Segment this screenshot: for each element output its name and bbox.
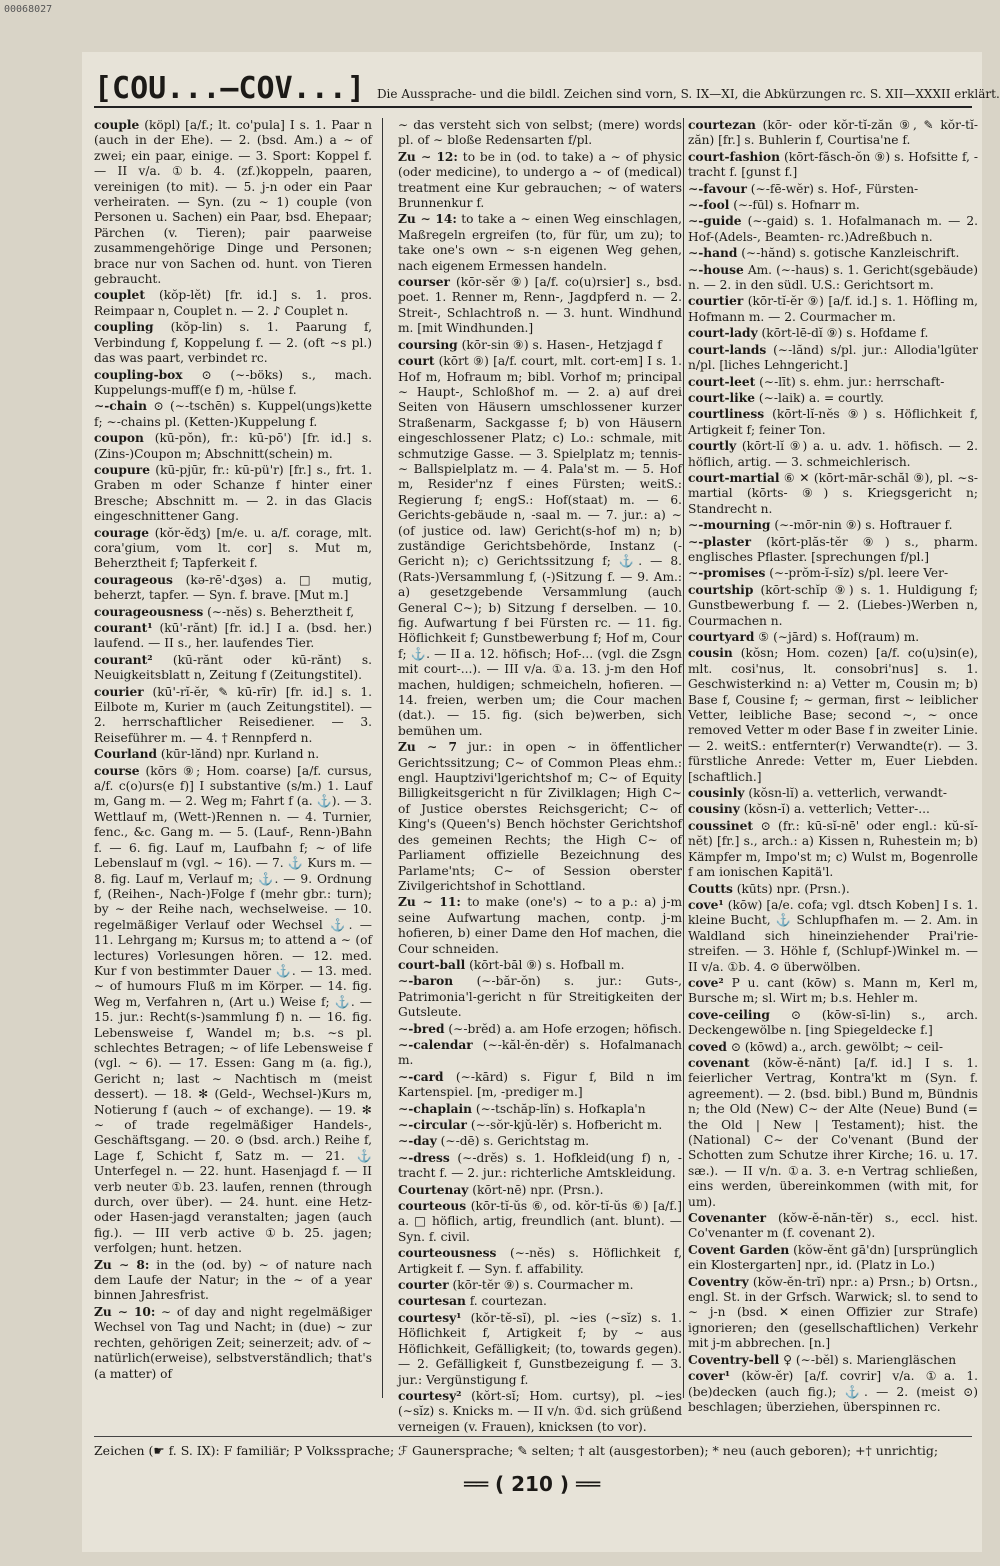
- entry-headword: ∼-bred: [398, 1021, 445, 1036]
- entry-headword: Zu ∼ 14:: [398, 212, 457, 227]
- entry-definition: in the (od. by) ∼ of nature nach dem Laufe der Natur; in the ∼ of a year binnen Jahresfrist.: [94, 1257, 373, 1303]
- entry-headword: Coutts: [688, 881, 733, 896]
- page-number-right-ornament: ) ══: [552, 1472, 601, 1496]
- dictionary-entry: [398, 1134, 682, 1149]
- dictionary-entry: [688, 471, 978, 517]
- entry-definition: (∼-kăl-ĕn-dĕr) s. Hofalmanach m.: [398, 1037, 682, 1068]
- dictionary-entry: [398, 354, 682, 739]
- entry-headword: courtesy²: [398, 1388, 462, 1403]
- entry-headword: coussinet: [688, 818, 754, 833]
- page-number-value: 210: [511, 1472, 553, 1496]
- entry-definition: ∼ das versteht sich von selbst; (mere) words pl. of ∼ bloße Redensarten f/pl.: [398, 118, 682, 148]
- entry-definition: (kŏr-ĕdʒ) [m/e. u. a/f. corage, mlt. cora'gium, vom lt. cor] s. Mut m, Beherztheit f; Tapferkeit f.: [94, 525, 372, 571]
- dictionary-entry: [688, 630, 978, 645]
- entry-definition: to be in (od. to take) a ∼ of physic (oder medicine), to undergo a ∼ of (medical) treatment eine Kur gebrauchen; ∼ of waters Brunnenkur f.: [398, 149, 682, 211]
- entry-headword: covenant: [688, 1055, 750, 1070]
- entry-definition: ⑤ (∼jārd) s. Hof(raum) m.: [758, 630, 920, 644]
- dictionary-entry: [398, 1278, 682, 1293]
- entry-definition: (kŏp-lĕt) [fr. id.] s. 1. pros. Reimpaar n, Couplet n. — 2. ♪ Couplet n.: [94, 288, 372, 318]
- entry-headword: cousinly: [688, 786, 745, 801]
- entry-headword: courage: [94, 525, 150, 540]
- entry-definition: (kŏw-ĕ-năn-tĕr) s., eccl. hist. Co'venanter m (f. covenant 2).: [688, 1211, 978, 1241]
- entry-headword: courageous: [94, 572, 173, 587]
- entry-headword: courtezan: [688, 118, 756, 132]
- entry-definition: (kū-pŏn), fr.: kū-pō') [fr. id.] s. (Zins-)Coupon m; Abschnitt(schein) m.: [94, 431, 372, 461]
- entry-definition: (kōr-tĭ-ĕr ⑨) [a/f. id.] s. 1. Höfling m, Hofmann m. — 2. Courmacher m.: [688, 294, 978, 324]
- dictionary-entry: [688, 118, 978, 149]
- dictionary-entry: [94, 605, 372, 620]
- entry-definition: (kŏr-tĕ-sĭ), pl. ∼ies (∼sĭz) s. 1. Höflichkeit f, Artigkeit f; by ∼ aus Höflichkeit, Gefälligkeit; (to, towards gegen). — 2. Gefälligkeit f, Gunstbezeigung f. — 3. jur.: Vergünstigung f.: [398, 1310, 682, 1387]
- entry-definition: (∼-gaid) s. 1. Hofalmanach m. — 2. Hof-(Adels-, Beamten- rc.)Adreßbuch n.: [688, 214, 979, 244]
- dictionary-entry: [398, 740, 682, 894]
- entry-definition: (kū-pjūr, fr.: kū-pü'r) [fr.] s., frt. 1. Graben m oder Schanze f hinter einer Bresche; Abschnitt m. — 2. in das Glacis eingeschnittener Gang.: [94, 462, 373, 524]
- entry-definition: (kūr-lănd) npr. Kurland n.: [160, 747, 320, 762]
- entry-headword: Covenanter: [688, 1211, 767, 1226]
- entry-definition: (∼-fē-wĕr) s. Hof-, Fürsten-: [750, 181, 919, 196]
- dictionary-entry: [398, 212, 682, 274]
- entry-headword: court-fashion: [688, 149, 781, 164]
- dictionary-entry: [688, 198, 978, 213]
- entry-headword: coupling-box: [94, 367, 183, 382]
- dictionary-entry: [688, 150, 978, 181]
- dictionary-entry: [398, 338, 682, 353]
- entry-headword: Coventry-bell: [688, 1352, 780, 1367]
- dictionary-entry: [398, 1118, 682, 1133]
- column-3: [688, 118, 978, 1418]
- entry-headword: cover¹: [688, 1369, 731, 1384]
- entry-headword: couple: [94, 118, 140, 132]
- dictionary-entry: [94, 747, 372, 762]
- dictionary-entry: [398, 1246, 682, 1277]
- entry-definition: (kū-rănt oder kū-rănt) s. Neuigkeitsblatt n, Zeitung f (Zeitungstitel).: [94, 652, 372, 683]
- entry-headword: ∼-chain: [94, 399, 147, 414]
- entry-definition: (kŏp-lin) s. 1. Paarung f, Verbindung f, Koppelung f. — 2. (oft ∼s pl.) das was paart, verbindet rc.: [94, 320, 373, 366]
- dictionary-entry: [688, 439, 978, 470]
- entry-headword: courter: [398, 1278, 449, 1293]
- entry-headword: ∼-guide: [688, 214, 742, 229]
- dictionary-entry: [398, 150, 682, 212]
- entry-definition: (kū'-rĭ-ĕr, ✎ kū-rīr) [fr. id.] s. 1. Eilbote m, Kurier m (auch Zeitungstitel). — 2. herrschaftlicher Reisediener. — 3. Reiseführer m. — 4. † Rennpferd n.: [94, 684, 372, 745]
- dictionary-entry: [398, 1183, 682, 1198]
- entry-definition: (∼-hănd) s. gotische Kanzleischrift.: [741, 246, 960, 261]
- entry-headword: coursing: [398, 337, 458, 352]
- entry-definition: ⊙ (kōw-sī-lin) s., arch. Deckengewölbe n. [ing Spiegeldecke f.]: [688, 1007, 978, 1038]
- column-2: [398, 118, 683, 1434]
- entry-headword: cove¹: [688, 897, 724, 912]
- entry-definition: f. courtezan.: [469, 1294, 547, 1309]
- entry-definition: ⊙ (∼-tschēn) s. Kuppel(ungs)kette f; ∼-chains pl. (Ketten-)Kuppelung f.: [94, 399, 373, 429]
- entry-headword: courant¹: [94, 621, 153, 635]
- dictionary-entry: [688, 1056, 978, 1210]
- dictionary-entry: [94, 399, 372, 430]
- entry-headword: court-lady: [688, 326, 758, 341]
- dictionary-entry: [398, 1102, 682, 1117]
- entry-definition: ⊙ (∼-böks) s., mach. Kuppelungs-muff(e f) m, -hülse f.: [94, 367, 373, 397]
- entry-headword: ∼-card: [398, 1069, 444, 1084]
- dictionary-entry: [688, 566, 978, 581]
- dictionary-entry: [688, 802, 978, 817]
- entry-definition: (kŏw-ĕnt gā'dn) [ursprünglich ein Klostergarten] npr., id. (Platz in Lo.): [688, 1242, 979, 1273]
- entry-headword: ∼-chaplain: [398, 1101, 472, 1116]
- entry-headword: Zu ∼ 12:: [398, 149, 458, 164]
- dictionary-entry: [94, 621, 372, 652]
- entry-definition: (kōr-sin ⑨) s. Hasen-, Hetzjagd f: [461, 337, 662, 352]
- entry-headword: courtesy¹: [398, 1310, 462, 1325]
- entry-headword: court-ball: [398, 957, 466, 972]
- dictionary-entry: [688, 1008, 978, 1039]
- entry-definition: (kōrs ⑨; Hom. coarse) [a/f. cursus, a/f. c(o)urs(e f)] I substantive (s/m.) 1. Lauf m, Gang m. — 2. Weg m; Fahrt f (a. ⚓). — 3. Wettlauf m, (Wett-)Rennen n. — 4. Turnier, fenc., &c. Gang m. — 5. (Lauf-, Renn-)Bahn f. — 6. fig. Lauf m, Laufbahn f; ∼ of life Lebenslauf m (vgl. ∼ 16). — 7. ⚓ Kurs m. — 8. fig. Lauf m, Verlauf m; ⚓. — 9. Ordnung f, (Reihen-, Nach-)Folge f (mehr gbr.: turn); by ∼ der Reihe nach, wechselweise. — 10. regelmäßiger Verlauf oder Wechsel ⚓. — 11. Lehrgang m; Kursus m; to attend a ∼ (of lectures) Vorlesungen hören. — 12. med. Kur f von bestimmter Dauer ⚓. — 13. med. ∼ of humours Fluß m im Körper. — 14. fig. Weg m, Verfahren n, (Art u.) Weise f; ⚓. — 15. jur.: Recht(s-)sammlung f) n. — 16. fig. Lebensweise f, Wandel m; b.s. ∼s pl. schlechtes Betragen; ∼ of life Lebensweise f (vgl. ∼ 6). — 17. Essen: Gang m (a. fig.), Gericht n; last ∼ Nachtisch m (meist dessert). — 18. ✻ (Geld-, Wechsel-)Kurs m, Notierung f (auch ∼ of exchange). — 19. ✻ ∼ of trade regelmäßiger Handels-, Geschäftsgang. — 20. ⊙ (bsd. arch.) Reihe f, Lage f, Schicht f, Satz m. — 21. ⚓ Unterfegel n. — 22. hunt. Hasenjagd f. — II verb neuter ①b. 23. laufen, rennen (through durch, over über). — 24. hunt. eine Hetz- oder Hasen-jagd veranstalten; jagen (auch fig.). — III verb active ①b. 25. jagen; verfolgen; hunt. hetzen.: [94, 763, 372, 1256]
- entry-headword: Zu ∼ 7: [398, 740, 458, 755]
- entry-definition: (kūts) npr. (Prsn.).: [736, 881, 850, 896]
- entry-headword: court-martial: [688, 470, 780, 485]
- dictionary-page: [82, 52, 1000, 1552]
- dictionary-entry: [398, 1199, 682, 1245]
- entry-headword: ∼-dress: [398, 1150, 450, 1165]
- dictionary-entry: [688, 263, 978, 294]
- entry-definition: ⊙ (kōwd) a., arch. gewölbt; ∼ ceil-: [730, 1039, 944, 1054]
- entry-definition: (kŏrt-sĭ; Hom. curtsy), pl. ∼ies (∼sĭz) s. Knicks m. — II v/n. ①d. sich grüßend verneigen (v. Frauen), knicksen (to vor).: [398, 1388, 682, 1434]
- entry-range: [COU...—COV...]: [94, 71, 365, 106]
- dictionary-entry: [688, 882, 978, 897]
- entry-definition: (kōrt-lĭ ⑨) a. u. adv. 1. höfisch. — 2. höflich, artig. — 3. schmeichlerisch.: [688, 439, 979, 469]
- entry-headword: courtly: [688, 439, 737, 454]
- dictionary-entry: [94, 368, 372, 399]
- entry-headword: Coventry: [688, 1274, 749, 1289]
- dictionary-entry: [398, 974, 682, 1020]
- dictionary-entry: [94, 118, 372, 287]
- dictionary-entry: [94, 1258, 372, 1304]
- entry-headword: ∼-favour: [688, 181, 747, 196]
- dictionary-entry: [398, 1311, 682, 1388]
- entry-headword: ∼-day: [398, 1134, 437, 1149]
- entry-headword: courteousness: [398, 1246, 497, 1261]
- entry-definition: (kū'-rănt) [fr. id.] I a. (bsd. her.) laufend. — II s., her. laufendes Tier.: [94, 621, 373, 651]
- dictionary-entry: [688, 182, 978, 197]
- dictionary-entry: [94, 526, 372, 572]
- entry-headword: Courland: [94, 747, 158, 762]
- entry-definition: jur.: in open ∼ in öffentlicher Gerichtssitzung; C∼ of Common Pleas ehm.: engl. Hauptzivi'lgerichtshof m; C∼ of Equity Billigkeitsgericht n für Zivilklagen; High C∼ of Justice oberstes Reichsgericht; C∼ of King's (Queen's) Bench höchster Gerichtshof des gemeinen Rechts; the High C∼ of Parliament offizielle Bezeichnung des Parlame'nts; C∼ of Session oberster Zivilgerichtshof in Schottland.: [398, 740, 683, 893]
- dictionary-entry: [688, 1211, 978, 1242]
- dictionary-entry: [688, 391, 978, 406]
- entry-definition: (kŏw-ĕr) [a/f. covrir] v/a. ①a. 1. (be)decken (auch fig.); ⚓. — 2. (meist ⊙) beschlagen; überziehen, überspinnen rc.: [688, 1369, 978, 1414]
- entry-headword: cousiny: [688, 802, 740, 817]
- entry-headword: Zu ∼ 8:: [94, 1257, 150, 1272]
- entry-definition: (kōrt-lē-dĭ ⑨) s. Hofdame f.: [761, 326, 929, 341]
- dictionary-entry: [688, 1040, 978, 1055]
- dictionary-entry: [688, 214, 978, 245]
- dictionary-entry: [398, 275, 682, 337]
- entry-definition: ⊙ (fr.: kū-sĭ-nē' oder engl.: kŭ-sĭ-nĕt) [fr.] s., arch.: a) Kissen n, Ruhestein m; b) Kämpfer m, Impo'st m; c) Wulst m, Bogenrolle f am ionischen Kapitä'l.: [688, 818, 979, 880]
- entry-definition: (∼-nĕs) s. Höflichkeit f, Artigkeit f. — Syn. f. affability.: [398, 1246, 682, 1276]
- dictionary-entry: [398, 1294, 682, 1309]
- dictionary-entry: [398, 1151, 682, 1182]
- dictionary-entry: [688, 518, 978, 533]
- dictionary-entry: [688, 343, 978, 374]
- dictionary-entry: [398, 895, 682, 957]
- entry-definition: Am. (∼-haus) s. 1. Gericht(sgebäude) n. — 2. in den südl. U.S.: Gerichtsort m.: [688, 262, 979, 293]
- page-number-left-ornament: ══ (: [463, 1472, 512, 1496]
- entry-definition: (kōrt-făsch-ŏn ⑨) s. Hofsitte f, -tracht f. [gunst f.]: [688, 149, 979, 180]
- dictionary-entry: [688, 535, 978, 566]
- dictionary-entry: [94, 288, 372, 319]
- entry-definition: (kŏw-ĕn-trĭ) npr.: a) Prsn.; b) Ortsn., engl. St. in der Grfsch. Warwick; sl. to send to ∼ j-n (bsd. ✕ einen Offizier zur Strafe) ignorieren; den (gesellschaftlichen) Verkehr mit j-m abbrechen. [n.]: [688, 1274, 979, 1351]
- entry-definition: (∼-drĕs) s. 1. Hofkleid(ung f) n, -tracht f. — 2. jur.: richterliche Amtskleidung.: [398, 1150, 683, 1181]
- entry-definition: (∼-prŏm-ĭ-sĭz) s/pl. leere Ver-: [769, 566, 949, 581]
- entry-definition: (kōr-tĭ-ŭs ⑥, od. kŏr-tĭ-ŭs ⑥) [a/f.] a. □ höflich, artig, freundlich (ant. blunt). — Syn. f. civil.: [398, 1199, 682, 1244]
- page-number: [82, 1472, 982, 1496]
- dictionary-entry: [94, 1305, 372, 1382]
- entry-definition: (kōrt-nē) npr. (Prsn.).: [472, 1182, 604, 1197]
- entry-definition: (∼-kārd) s. Figur f, Bild n im Kartenspiel. [m, -prediger m.]: [398, 1069, 682, 1100]
- dictionary-entry: [94, 764, 372, 1257]
- dictionary-entry: [398, 1022, 682, 1037]
- dictionary-entry: [688, 294, 978, 325]
- entry-headword: ∼-circular: [398, 1118, 467, 1132]
- dictionary-entry: [94, 653, 372, 684]
- entry-headword: court-like: [688, 390, 755, 405]
- entry-definition: ♀ (∼-bĕl) s. Mariengläschen: [783, 1352, 957, 1367]
- dictionary-entry: [94, 573, 372, 604]
- dictionary-entry: [94, 685, 372, 747]
- entry-headword: Courtenay: [398, 1182, 469, 1197]
- dictionary-entry: [398, 1038, 682, 1069]
- entry-definition: (∼-fūl) s. Hofnarr m.: [733, 198, 860, 213]
- entry-definition: (∼-nĕs) s. Beherztheit f,: [207, 604, 355, 619]
- entry-definition: ⑥ ✕ (kōrt-mār-schăl ⑨), pl. ∼s-martial (kōrts- ⑨) s. Kriegsgericht n; Standrecht n.: [688, 470, 979, 516]
- entry-headword: ∼-mourning: [688, 518, 771, 533]
- entry-definition: (kōrt-lĭ-nĕs ⑨) s. Höflichkeit f, Artigkeit f; feiner Ton.: [688, 407, 978, 437]
- dictionary-entry: [688, 326, 978, 341]
- entry-headword: ∼-plaster: [688, 534, 751, 549]
- entry-definition: ∼ of day and night regelmäßiger Wechsel von Tag und Nacht; in (due) ∼ zur rechten, gehörigen Zeit; seinerzeit; adv. of ∼ natürlich(erweise), selbstverständlich; that's (a matter) of: [94, 1304, 373, 1381]
- entry-headword: course: [94, 763, 140, 778]
- dictionary-entry: [94, 431, 372, 462]
- entry-headword: coupling: [94, 320, 154, 335]
- entry-definition: (kŏsn-ĭ) a. vetterlich; Vetter-...: [743, 802, 930, 817]
- entry-headword: ∼-baron: [398, 974, 454, 989]
- entry-headword: courteous: [398, 1199, 467, 1214]
- entry-headword: ∼-house: [688, 262, 744, 277]
- entry-headword: courtier: [688, 294, 744, 309]
- entry-headword: court-lands: [688, 342, 767, 357]
- entry-definition: (kōrt-plăs-tĕr ⑨) s., pharm. englisches Pflaster. [sprechungen f/pl.]: [688, 534, 979, 564]
- dictionary-entry: [94, 320, 372, 366]
- dictionary-entry: [688, 246, 978, 261]
- column-divider: [683, 118, 684, 1398]
- column-divider: [382, 118, 383, 1398]
- entry-definition: P u. cant (kōw) s. Mann m, Kerl m, Bursche m; sl. Wirt m; b.s. Hehler m.: [688, 975, 978, 1006]
- dictionary-entry: [688, 1243, 978, 1274]
- dictionary-entry: [688, 375, 978, 390]
- dictionary-entry: [688, 976, 978, 1007]
- entry-headword: courtyard: [688, 630, 755, 644]
- entry-definition: (kōr- oder kŏr-tĭ-zăn ⑨, ✎ kŏr-tĭ-zăn) [fr.] s. Buhlerin f, Courtisa'ne f.: [688, 118, 978, 148]
- dictionary-entry: [688, 1275, 978, 1352]
- entry-definition: (kōr-tĕr ⑨) s. Courmacher m.: [452, 1278, 634, 1293]
- scan-id: 00068027: [4, 4, 53, 15]
- entry-headword: ∼-hand: [688, 246, 738, 261]
- dictionary-entry: [688, 786, 978, 801]
- entry-headword: courser: [398, 275, 450, 290]
- entry-definition: (kōrt-schĭp ⑨) s. 1. Huldigung f; Gunstbewerbung f. — 2. (Liebes-)Werben n, Courmachen n.: [688, 582, 979, 628]
- entry-headword: courtesan: [398, 1294, 466, 1309]
- dictionary-entry: [688, 1353, 978, 1368]
- dictionary-entry: [398, 958, 682, 973]
- entry-definition: (∼-sŏr-kjŭ-lĕr) s. Hofbericht m.: [470, 1118, 663, 1132]
- entry-headword: courier: [94, 684, 144, 699]
- dictionary-entry: [398, 1389, 682, 1435]
- entry-headword: Zu ∼ 10:: [94, 1304, 156, 1319]
- entry-headword: cove-ceiling: [688, 1007, 770, 1022]
- entry-definition: (kŏsn; Hom. cozen) [a/f. co(u)sin(e), mlt. cosi'nus, lt. consobri'nus] s. 1. Geschwisterkind n: a) Vetter m, Cousin m; b) Base f, Cousine f; ∼ german, first ∼ leiblicher Vetter, leibliche Base; second ∼, ∼ once removed Vetter m oder Base f in zweiter Linie. — 2. weitS.: entfernter(r) Verwandte(r). — 3. fürstliche Anrede: Vetter m, Euer Liebden. [schaftlich.]: [688, 646, 979, 784]
- dictionary-entry: [688, 898, 978, 975]
- entry-headword: couplet: [94, 288, 145, 303]
- entry-headword: coupure: [94, 462, 150, 477]
- entry-definition: (∼-dē) s. Gerichtstag m.: [440, 1134, 590, 1149]
- entry-headword: Zu ∼ 11:: [398, 895, 461, 910]
- entry-headword: courtship: [688, 582, 754, 597]
- footer-legend: Zeichen (☛ f. S. IX): F familiär; P Volkssprache; ℱ Gaunersprache; ✎ selten; † alt (ausgestorben); * neu (auch geboren); +† unrichtig;: [94, 1436, 972, 1459]
- dictionary-entry: [688, 407, 978, 438]
- entry-headword: coved: [688, 1039, 727, 1054]
- entry-definition: (∼-mōr-nin ⑨) s. Hoftrauer f.: [774, 518, 953, 533]
- entry-definition: (kŏsn-lĭ) a. vetterlich, verwandt-: [748, 786, 947, 801]
- entry-headword: court-leet: [688, 374, 756, 389]
- entry-definition: (∼-lănd) s/pl. jur.: Allodia'lgüter n/pl. [liches Lehngericht.]: [688, 342, 979, 373]
- entry-headword: ∼-calendar: [398, 1037, 473, 1052]
- dictionary-entry: [688, 583, 978, 629]
- entry-headword: Covent Garden: [688, 1242, 790, 1257]
- entry-definition: (kōw) [a/e. cofa; vgl. dtsch Koben] I s. 1. kleine Bucht, ⚓ Schlupfhafen m. — 2. Am. in Waldland sich hineinziehender Prai'rie-streifen. — 3. Höhle f, (Schlupf-)Winkel m. — II v/a. ①b. 4. ⊙ überwölben.: [688, 897, 979, 974]
- entry-headword: courageousness: [94, 604, 204, 619]
- dictionary-entry: [688, 819, 978, 881]
- dictionary-entry: [688, 1369, 978, 1415]
- entry-headword: ∼-fool: [688, 198, 730, 213]
- entry-headword: cove²: [688, 975, 724, 990]
- dictionary-entry: [688, 646, 978, 785]
- dictionary-entry: [398, 1070, 682, 1101]
- entry-definition: (∼-tschăp-lĭn) s. Hofkapla'n: [475, 1101, 646, 1116]
- header-note: Die Aussprache- und die bildl. Zeichen sind vorn, S. IX—XI, die Abkürzungen rc. S. XII—XXXII erklärt.: [376, 87, 1000, 101]
- entry-definition: to make (one's) ∼ to a p.: a) j-m seine Aufwartung machen, contp. j-m hofieren, b) einer Dame den Hof machen, die Cour schneiden.: [398, 895, 683, 956]
- entry-headword: coupon: [94, 431, 144, 446]
- entry-definition: (∼-līt) s. ehm. jur.: herrschaft-: [759, 374, 945, 389]
- entry-definition: (∼-băr-ŏn) s. jur.: Guts-, Patrimonia'l-gericht n für Streitigkeiten der Gutsleute.: [398, 974, 682, 1020]
- entry-definition: (kōr-sĕr ⑨) [a/f. co(u)rsier] s., bsd. poet. 1. Renner m, Renn-, Jagdpferd n. — 2. Streit-, Schlachtroß n. — 3. hunt. Windhund m. [mit Windhunden.]: [398, 275, 683, 336]
- entry-definition: (∼-laik) a. = courtly.: [758, 390, 884, 405]
- entry-headword: courtliness: [688, 407, 765, 422]
- entry-definition: (köpl) [a/f.; lt. co'pula] I s. 1. Paar n (auch in der Ehe). — 2. (bsd. Am.) a ∼ of zwei; ein paar, einige. — 3. Sport: Koppel f. — II v/a. ①b. 4. (zf.)koppeln, paaren, vereinigen (to mit). — 5. j-n oder ein Paar verheiraten. — Syn. (zu ∼ 1) couple (von Personen u. Sachen) ein Paar, bsd. Ehepaar; Pärchen (v. Tieren); pair paarweise zusammengehörige Dinge und Personen; brace nur von Sachen od. hunt. von Tieren gebraucht.: [94, 118, 373, 287]
- page-header: [94, 66, 1000, 108]
- entry-headword: ∼-promises: [688, 566, 766, 581]
- column-1: [94, 118, 372, 1418]
- dictionary-entry: [398, 118, 682, 149]
- entry-definition: (kə-rē'-dʒəs) a. □ mutig, beherzt, tapfer. — Syn. f. brave. [Mut m.]: [94, 572, 372, 603]
- entry-definition: to take a ∼ einen Weg einschlagen, Maßregeln ergreifen (to, für für, um zu); to take one's own ∼ s-n eigenen Weg gehen, nach eigenem Ermessen handeln.: [398, 212, 683, 273]
- entry-headword: courant²: [94, 652, 153, 667]
- entry-headword: cousin: [688, 646, 733, 661]
- entry-definition: (∼-brĕd) a. am Hofe erzogen; höfisch.: [448, 1021, 682, 1036]
- entry-definition: (kōrt ⑨) [a/f. court, mlt. cort-em] I s. 1. Hof m, Hofraum m; bibl. Vorhof m; principal ∼ Haupt-, Schloßhof m. — 2. a) auf drei Seiten von Häusern umschlossener kurzer Straßenarm, Sackgasse f; b) von Häusern eingeschlossener Platz; c) Lo.: schmale, mit schmutzige Gasse. — 3. Spielplatz m; tennis-∼ Ballspielplatz m. — 4. Pala'st m. — 5. Hof m, Resider'nz f eines Fürsten; weitS.: Regierung f; engS.: Hof(staat) m. — 6. Gerichts-gebäude n, -saal m. — 7. jur.: a) ∼ (of justice od. law) Gericht(s-hof m) n; b) zuständige Gerichtsbehörde, Instanz (-Gericht n); c) Gerichtssitzung f; ⚓. — 8. (Rats-)Versammlung f, (-)Sitzung f. — 9. Am.: a) gesetzgebende Versammlung (auch General C∼); b) Sitzung f derselben. — 10. fig. Aufwartung f bei Fürsten rc. — 11. fig. Höflichkeit f; Gunstbewerbung f; Hof m, Cour f; ⚓. — II a. 12. höfisch; Hof-... (vgl. die Zsgn mit court-...). — III v/a. ①a. 13. j-m den Hof machen, huldigen; schmeicheln, hofieren. — 14. freien, werben um; die Cour machen (dat.). — 15. fig. (sich be)werben, sich bemühen um.: [398, 354, 683, 738]
- dictionary-entry: [94, 463, 372, 525]
- entry-definition: (kŏw-ĕ-nănt) [a/f. id.] I s. 1. feierlicher Vertrag, Kontra'kt m (Syn. f. agreement). — 2. (bsd. bibl.) Bund m, Bündnis n; the Old (New) C∼ der Alte (Neue) Bund (= the Old | New | Testament); hist. the (National) C∼ der Co'venant (Bund der Schotten zum Schutze ihrer Kirche; 16. u. 17. sæ.). — II v/n. ①a. 3. e-n Vertrag schließen, eins werden, übereinkommen (with mit, for um).: [688, 1055, 978, 1209]
- entry-headword: court: [398, 354, 435, 369]
- entry-definition: (kōrt-bāl ⑨) s. Hofball m.: [469, 957, 625, 972]
